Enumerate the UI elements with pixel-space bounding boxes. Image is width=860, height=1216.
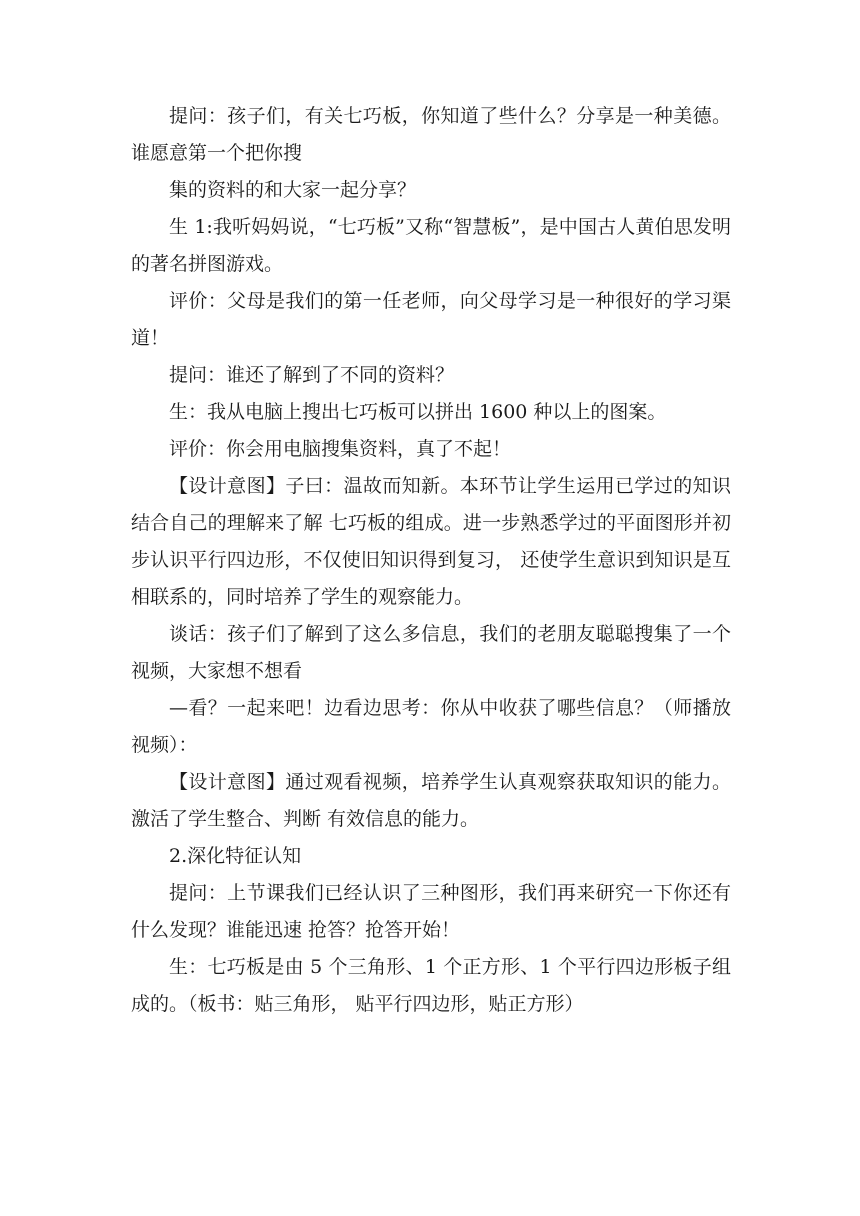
paragraph-question-share: 提问：孩子们，有关七巧板，你知道了些什么？分享是一种美德。谁愿意第一个把你搜: [131, 105, 731, 164]
paragraph-design-intent-1: 【设计意图】子曰：温故而知新。本环节让学生运用已学过的知识结合自己的理解来了解 七巧板的组成。进一步熟悉学过的平面图形并初步认识平行四边形，不仅使旧知识得到复习， 还使学生意识到知识是互相联系的，同时培养了学生的观察能力。: [131, 475, 731, 608]
paragraph-student-1: 生 1:我听妈妈说，“七巧板”又称“智慧板”，是中国古人黄伯思发明的著名拼图游戏。: [131, 216, 731, 275]
paragraph-evaluation-parents: 评价：父母是我们的第一任老师，向父母学习是一种很好的学习渠道！: [131, 290, 731, 349]
section-heading: 2.深化特征认知: [169, 845, 302, 867]
paragraph-question-share-cont: 集的资料的和大家一起分享？: [169, 179, 417, 201]
paragraph-design-intent-2: 【设计意图】通过观看视频，培养学生认真观察获取知识的能力。激活了学生整合、判断 有效信息的能力。: [131, 771, 731, 830]
paragraph-student-computer: 生：我从电脑上搜出七巧板可以拼出 1600 种以上的图案。: [169, 401, 667, 423]
paragraph-evaluation-computer: 评价：你会用电脑搜集资料，真了不起！: [169, 438, 512, 460]
paragraph-question-shapes: 提问：上节课我们已经认识了三种图形，我们再来研究一下你还有什么发现？谁能迅速 抢答？抢答开始！: [131, 882, 731, 941]
paragraph-question-other: 提问：谁还了解到了不同的资料？: [169, 364, 455, 386]
paragraph-talk-video: 谈话：孩子们了解到了这么多信息，我们的老朋友聪聪搜集了一个视频，大家想不想看: [131, 623, 731, 682]
document-body: [131, 98, 731, 1023]
paragraph-talk-video-cont: —看？一起来吧！边看边思考：你从中收获了哪些信息？（师播放视频）：: [131, 697, 731, 756]
paragraph-student-composition: 生：七巧板是由 5 个三角形、1 个正方形、1 个平行四边形板子组成的。（板书：贴三角形， 贴平行四边形，贴正方形）: [131, 956, 731, 1015]
